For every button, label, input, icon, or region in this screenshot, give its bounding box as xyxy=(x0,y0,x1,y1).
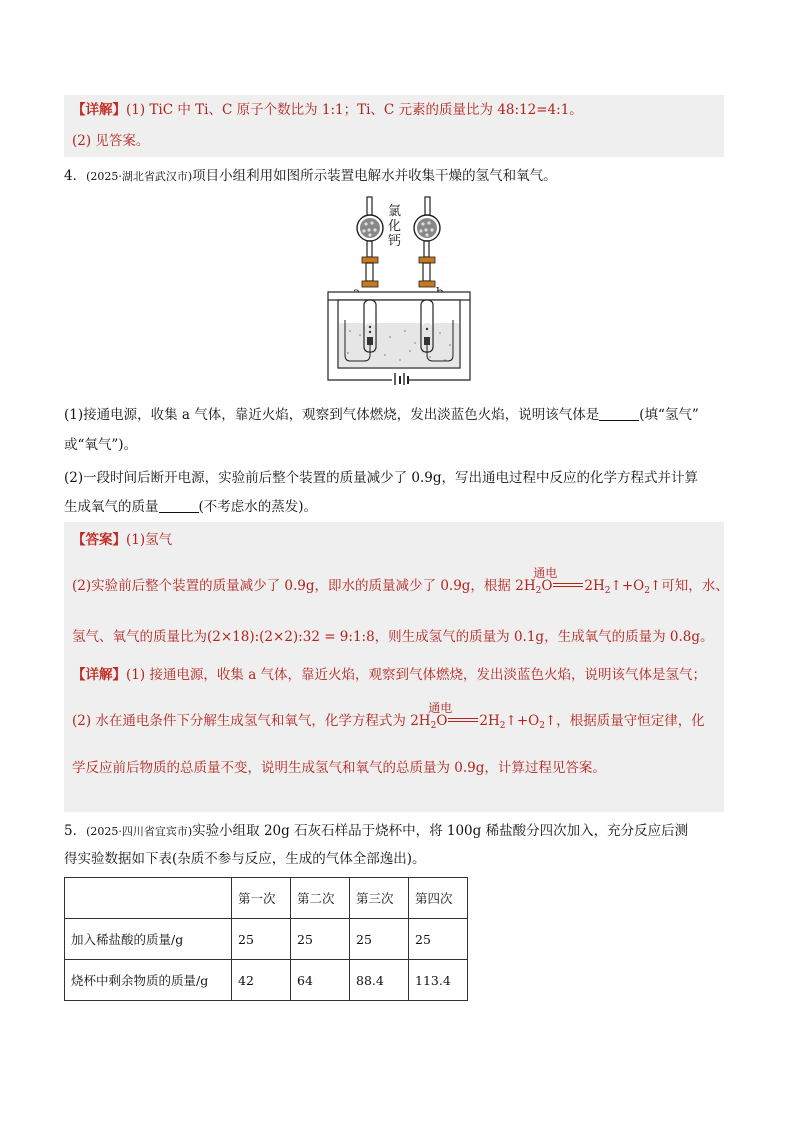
question-text: 实验小组取 20g 石灰石样品于烧杯中，将 100g 稀盐酸分四次加入，充分反应后测 xyxy=(192,823,689,839)
question-text: 得实验数据如下表(杂质不参与反应，生成的气体全部逸出)。 xyxy=(64,851,426,867)
mass-ratio: (2×18):(2×2):32 = 9:1:8 xyxy=(207,629,375,645)
electrolysis-apparatus-figure xyxy=(320,195,480,385)
question-4-sub2 xyxy=(64,468,698,488)
question-5-stem-cont xyxy=(64,849,426,869)
chemical-equation: $2H_2O$ 通电 $2H_2↑+O_2↑$ xyxy=(515,576,661,601)
question-source: (2025·湖北省武汉市) xyxy=(86,170,193,183)
question-number: 4． xyxy=(64,168,87,184)
table-cell: 25 xyxy=(409,919,468,960)
detail-text: (1) 接通电源，收集 a 气体，靠近火焰，观察到气体燃烧，发出淡蓝色火焰，说明该气体是氢气； xyxy=(126,667,707,683)
detail-text: 学反应前后物质的总质量不变，说明生成氢气和氧气的总质量为 0.9g，计算过程见答案。 xyxy=(72,760,606,776)
drying-agent-label-2: 化 xyxy=(388,219,402,234)
detail-tag: 【详解】 xyxy=(72,102,126,118)
sub1-hint: (填“氢气” xyxy=(639,407,699,423)
detail-line-3 xyxy=(72,758,606,778)
table-cell: 42 xyxy=(232,960,291,1001)
sub2-text-cont: 生成氧气的质量 xyxy=(64,499,159,515)
question-4-stem xyxy=(64,166,557,187)
table-header-row xyxy=(65,878,468,919)
answer-blank-1 xyxy=(599,406,639,421)
table-header-cell: 第四次 xyxy=(409,878,468,919)
table-header-cell xyxy=(65,878,232,919)
detail-text: ，根据质量守恒定律，化 xyxy=(556,713,705,729)
detail-text: (2) 见答案。 xyxy=(72,133,150,149)
experiment-data-table xyxy=(64,877,468,1001)
answer-text: (1)氢气 xyxy=(126,532,173,548)
question-5-stem xyxy=(64,821,688,842)
detail-tag: 【详解】 xyxy=(72,667,126,683)
table-header-cell: 第二次 xyxy=(291,878,350,919)
detail-text: (2) 水在通电条件下分解生成氢气和氧气，化学方程式为 xyxy=(72,713,406,729)
answer-text: 氢气、氧气的质量比为 xyxy=(72,629,207,645)
answer-text: (2)实验前后整个装置的质量减少了 0.9g，即水的质量减少了 0.9g，根据 xyxy=(72,578,511,594)
equation-condition: 通电 xyxy=(533,566,558,580)
answer-text: 可知，水、 xyxy=(661,578,729,594)
detail-q3-line2 xyxy=(72,131,149,151)
drying-agent-label-3: 钙 xyxy=(388,234,402,249)
sub1-hint-cont: 或“氧气”)。 xyxy=(64,437,138,453)
answer-line-1 xyxy=(72,530,172,550)
question-4-sub1 xyxy=(64,405,699,425)
chemical-equation: $2H_2O$ 通电 $2H_2↑+O_2↑$ xyxy=(410,711,556,736)
answer-line-3 xyxy=(72,627,713,647)
answer-blank-2 xyxy=(159,498,199,513)
detail-line-2 xyxy=(72,701,705,736)
table-row xyxy=(65,919,468,960)
table-cell: 25 xyxy=(291,919,350,960)
sub2-note: (不考虑水的蒸发)。 xyxy=(198,499,318,515)
answer-line-2 xyxy=(72,566,729,601)
detail-q3-line1 xyxy=(72,100,583,120)
detail-text: (1) TiC 中 Ti、C 原子个数比为 1:1；Ti、C 元素的质量比为 48:12=4:1。 xyxy=(126,102,583,118)
answer-tag: 【答案】 xyxy=(72,532,126,548)
table-cell: 113.4 xyxy=(409,960,468,1001)
question-text: 项目小组利用如图所示装置电解水并收集干燥的氢气和氧气。 xyxy=(192,168,557,184)
sub2-text: (2)一段时间后断开电源，实验前后整个装置的质量减少了 0.9g，写出通电过程中反应的化学方程式并计算 xyxy=(64,470,699,486)
question-source: (2025·四川省宜宾市) xyxy=(86,825,193,838)
table-cell: 88.4 xyxy=(350,960,409,1001)
question-4-sub1-cont xyxy=(64,435,137,455)
table-cell: 25 xyxy=(350,919,409,960)
answer-text: ，则生成氢气的质量为 0.1g，生成氧气的质量为 0.8g。 xyxy=(374,629,714,645)
table-cell: 加入稀盐酸的质量/g xyxy=(65,919,232,960)
sub1-text: (1)接通电源，收集 a 气体，靠近火焰，观察到气体燃烧，发出淡蓝色火焰，说明该气体是 xyxy=(64,407,600,423)
question-4-sub2-cont xyxy=(64,497,317,517)
detail-line-1 xyxy=(72,665,706,685)
table-header-cell: 第三次 xyxy=(350,878,409,919)
table-cell: 25 xyxy=(232,919,291,960)
drying-agent-label-1: 氯 xyxy=(388,204,402,219)
table-cell: 烧杯中剩余物质的质量/g xyxy=(65,960,232,1001)
equation-condition: 通电 xyxy=(428,701,453,715)
table-cell: 64 xyxy=(291,960,350,1001)
table-header-cell: 第一次 xyxy=(232,878,291,919)
table-row xyxy=(65,960,468,1001)
question-number: 5． xyxy=(64,823,87,839)
